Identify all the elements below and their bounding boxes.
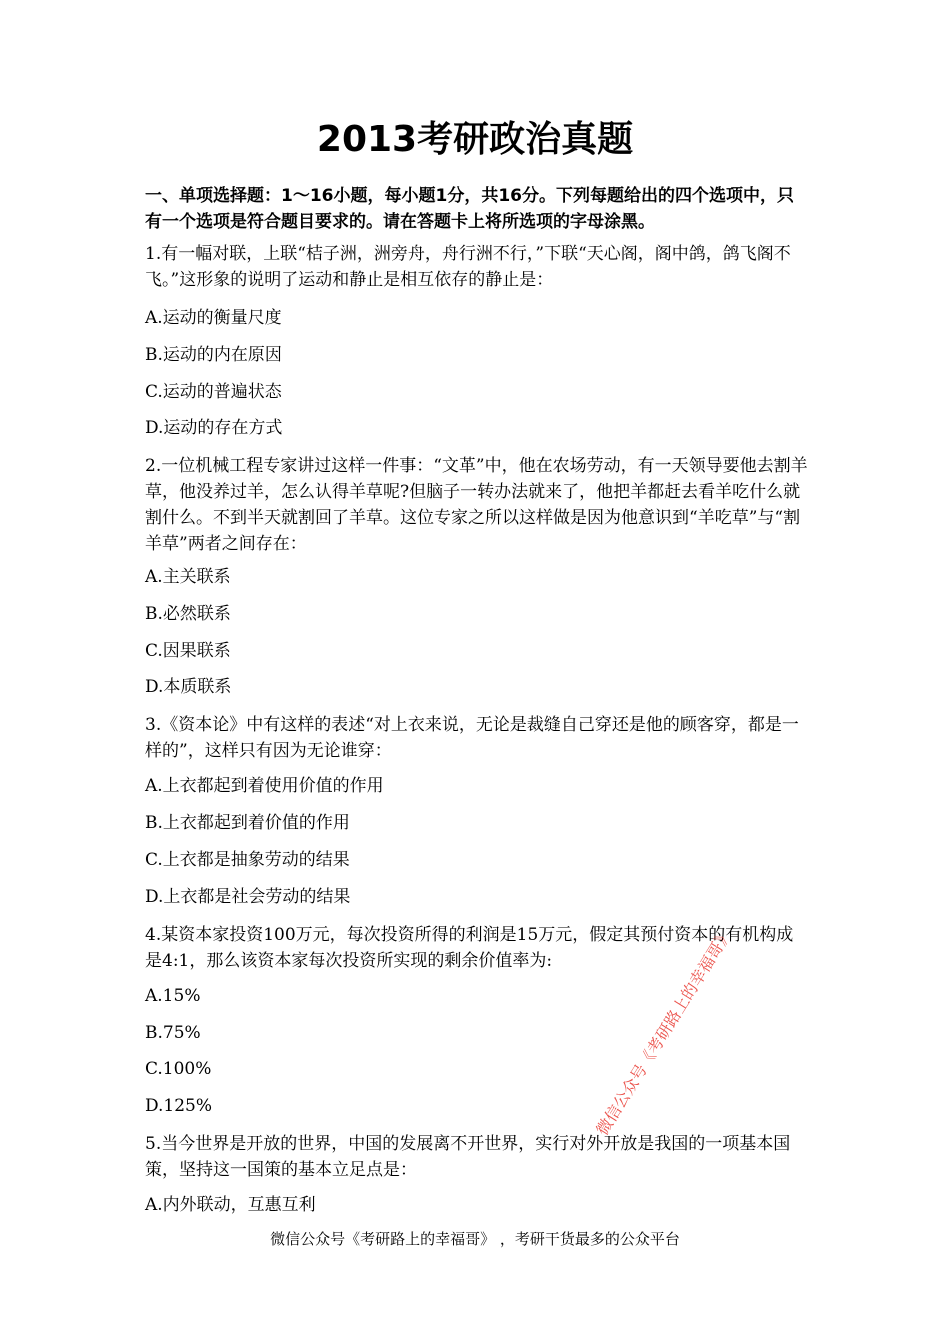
question-3-option-d: D.上衣都是社会劳动的结果 <box>145 887 351 907</box>
page-footer: 微信公众号《考研路上的幸福哥》 ，考研干货最多的公众平台 <box>270 1230 680 1248</box>
question-3-option-a: A.上衣都起到着使用价值的作用 <box>145 776 384 796</box>
question-2-option-d: D.本质联系 <box>145 677 232 697</box>
question-4-option-c: C.100% <box>145 1059 212 1079</box>
question-4-text: 4.某资本家投资100万元，每次投资所得的利润是15万元，假定其预付资本的有机构成是4:1，那么该资本家每次投资所实现的剩余价值率为: <box>145 925 794 971</box>
watermark-stamp: 微信公众号《考研路上的幸福哥》 <box>592 925 736 1139</box>
question-1-option-b: B.运动的内在原因 <box>145 345 282 365</box>
question-2-text: 2.一位机械工程专家讲过这样一件事：“文革”中，他在农场劳动，有一天领导要他去割羊草，他没养过羊，怎么认得羊草呢?但脑子一转办法就来了，他把羊都赶去看羊吃什么就割什么。不到半天就割回了羊草。这位专家之所以这样做是因为他意识到“羊吃草”与“割羊草”两者之间存在： <box>145 456 808 554</box>
question-5-option-a: A.内外联动，互惠互利 <box>145 1195 316 1215</box>
question-3-text: 3.《资本论》中有这样的表述“对上衣来说，无论是裁缝自己穿还是他的顾客穿，都是一样的”，这样只有因为无论谁穿： <box>145 715 799 761</box>
question-3-option-c: C.上衣都是抽象劳动的结果 <box>145 850 350 870</box>
question-1-text: 1.有一幅对联，上联“桔子洲，洲旁舟，舟行洲不行，”下联“天心阁，阁中鸽，鸽飞阁不飞。”这形象的说明了运动和静止是相互依存的静止是： <box>145 244 791 290</box>
question-5-text: 5.当今世界是开放的世界，中国的发展离不开世界，实行对外开放是我国的一项基本国策，坚持这一国策的基本立足点是： <box>145 1134 791 1180</box>
question-2-option-b: B.必然联系 <box>145 604 231 624</box>
question-1-option-c: C.运动的普遍状态 <box>145 382 282 402</box>
question-4-option-b: B.75% <box>145 1023 201 1043</box>
question-1-option-a: A.运动的衡量尺度 <box>145 308 282 328</box>
question-4-option-d: D.125% <box>145 1096 213 1116</box>
question-2-option-c: C.因果联系 <box>145 641 231 661</box>
section-instructions: 一、单项选择题：1～16小题，每小题1分，共16分。下列每题给出的四个选项中，只有一个选项是符合题目要求的。请在答题卡上将所选项的字母涂黑。 <box>145 186 794 232</box>
page-title: 2013考研政治真题 <box>316 119 634 160</box>
question-1-option-d: D.运动的存在方式 <box>145 418 283 438</box>
question-4-option-a: A.15% <box>145 986 201 1006</box>
question-2-option-a: A.主关联系 <box>145 567 231 587</box>
question-3-option-b: B.上衣都起到着价值的作用 <box>145 813 350 833</box>
